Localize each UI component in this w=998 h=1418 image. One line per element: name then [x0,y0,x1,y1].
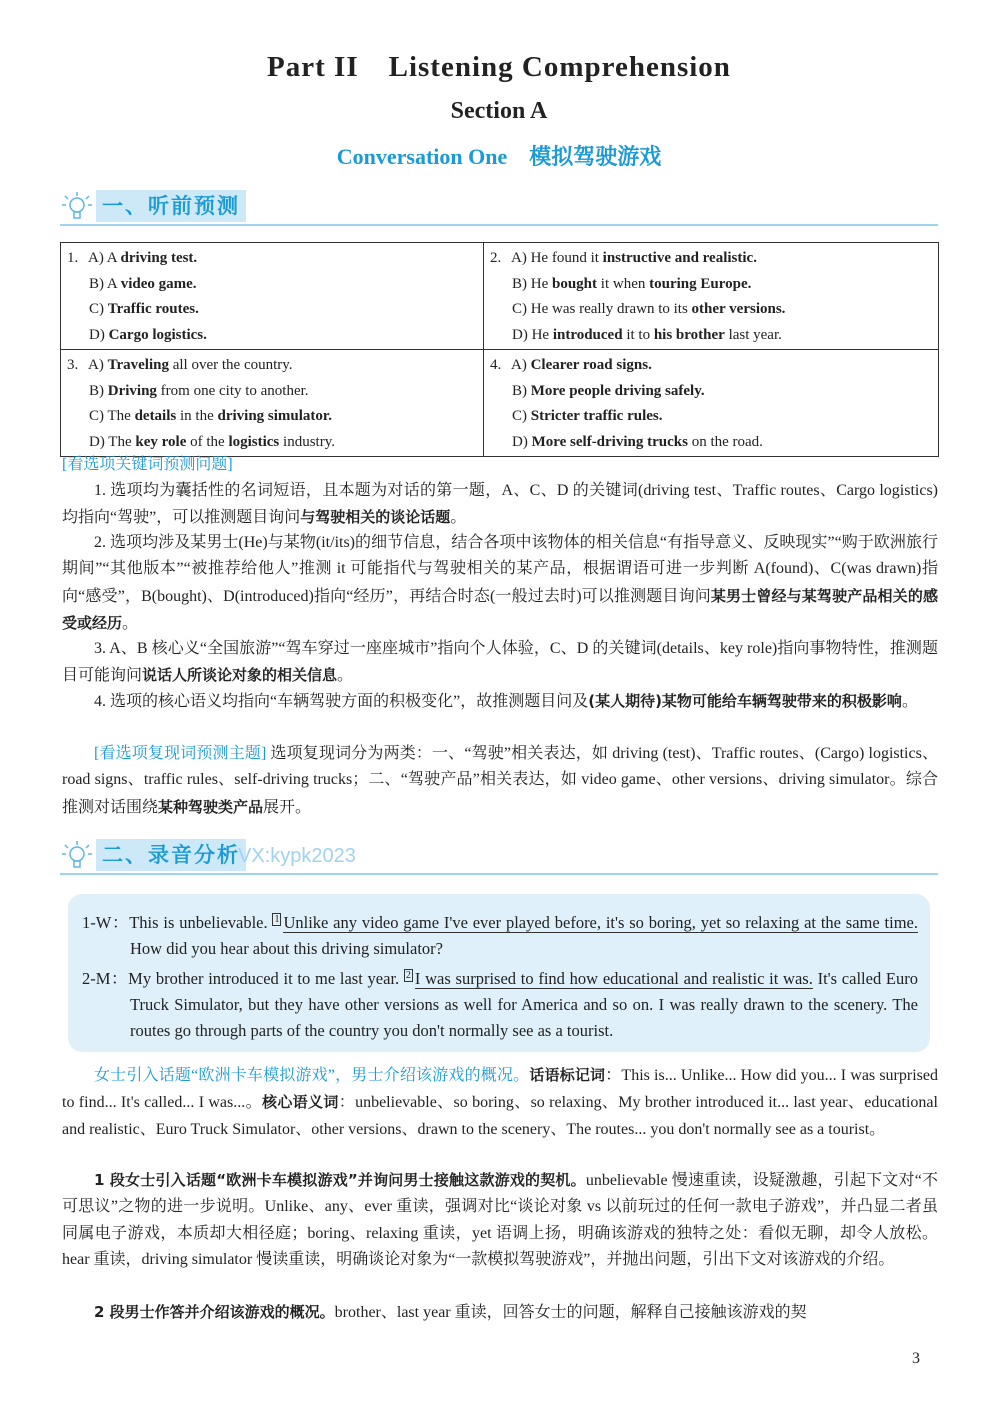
text-run: 2. 选项均涉及某男士(He)与某物(it/its)的细节信息，结合各项中该物体的相关信息“有指导意义、反映现实”“购于欧洲旅行期间”“其他版本”“被推荐给他人”推测 it 可能指代与驾驶相关的某产品，根据谓语可进一步判断 A(found)、C(was drawn)指向“感受”，B(bought)、D(introduced)指向“经历”，再结合时态(一般过去时)可以推测题目询问 [62,534,938,605]
highlight-text: [看选项复现词预测主题] [94,745,267,762]
watermark: VX:kypk2023 [238,845,356,867]
answer-option [67,323,477,349]
bold-text: instructive and realistic. [602,250,757,266]
question-cell [484,243,939,350]
section-heading-label: 二、录音分析 [96,839,246,871]
text-run: in the [176,408,218,424]
question-number: 1. [67,250,82,266]
bold-text: 核心语义词 [261,1093,339,1112]
text-run: from one city to another. [156,382,309,399]
bold-text: driving test. [120,250,198,266]
note-4 [62,688,938,715]
text-run: D) [89,326,109,343]
note-1 [62,478,938,532]
answer-option [67,272,477,298]
answer-option [490,323,932,349]
question-cell [61,350,484,457]
question-cell [61,243,484,350]
text-run: 4. 选项的核心语义均指向“车辆驾驶方面的积极变化”，故推测题目问及 [94,693,589,710]
dialogue-text: How did you hear about this driving simulator? [130,939,443,958]
dialogue-text: My brother introduced it to me last year. [128,969,404,988]
bold-text: logistics [228,433,280,450]
answer-option [67,353,477,379]
bold-text: More self-driving trucks [531,433,688,450]
lightbulb-icon [60,190,94,224]
section-heading-analysis [60,837,938,875]
text-run: C) The [89,408,135,424]
part-title: Part II Listening Comprehension [267,51,731,83]
underlined-key-sentence: Unlike any video game I've ever played before, it's so boring, yet so relaxing at the same time. [283,913,918,932]
question-row [61,350,939,457]
text-run: 1. 选项均为囊括性的名词短语，且本题为对话的第一题，A、C、D 的关键词(driving test、Traffic routes、Cargo logistics)均指向“驾驶”，可以推测题目询问 [62,482,938,527]
answer-option [67,379,477,405]
underlined-key-sentence: I was surprised to find how educational and realistic it was. [414,969,813,988]
bold-text: introduced [552,326,623,343]
text-run: 。 [122,614,139,632]
page-number: 3 [912,1350,920,1367]
note-2 [62,530,938,637]
bold-text: his brother [653,326,725,343]
bold-text: More people driving safely. [530,382,705,399]
text-run: it to [622,326,654,343]
section-heading-prediction [60,188,938,226]
bold-text: Traffic routes. [107,301,199,317]
bold-text: 某男士曾经与某驾驶产品相关的感受或经历 [62,586,938,632]
text-run: D) He [512,326,553,343]
analysis-summary [62,1062,938,1143]
bold-text: Traveling [107,357,169,373]
bold-text: 说话人所谈论对象的相关信息 [142,666,338,685]
text-run: B) He [512,275,552,292]
text-run: D) The [89,433,136,450]
question-options-table [60,242,939,457]
text-run: A) A [88,250,121,266]
bold-text: 某种驾驶类产品 [158,797,264,816]
note-keyword-heading [62,452,938,478]
key-point-marker: 2 [405,970,411,981]
answer-option [490,246,932,272]
text-run: industry. [279,433,335,450]
section-heading-label: 一、听前预测 [96,190,246,222]
dialogue-text: This is unbelievable. [129,913,273,932]
text-run: it when [597,275,650,292]
speaker-label: 1-W： [82,913,130,932]
bold-text: touring Europe. [649,275,752,292]
text-run: B) A [89,275,121,292]
bold-text: bought [552,275,598,292]
analysis-paragraph-1 [62,1167,938,1273]
note-theme [62,741,938,821]
text-run: 。 [901,693,918,710]
text-run: last year. [724,326,782,343]
lightbulb-icon [60,839,94,873]
highlight-text: [看选项关键词预测问题] [62,456,233,473]
dialogue-transcript-box [68,894,930,1052]
key-point-marker: 1 [274,914,280,925]
answer-option [67,297,477,323]
note-3 [62,636,938,690]
text-run: 3. A、B 核心义“全国旅游”“驾车穿过一座座城市”指向个人体验，C、D 的关键词(details、key role)指向事物特性，推测题目可能询问 [62,640,938,685]
text-run: C) He was really drawn to its [512,301,692,317]
text-run: C) [89,301,108,317]
bold-text: 1 段女士引入话题“欧洲卡车模拟游戏”并询问男士接触这款游戏的契机。 [94,1171,586,1189]
bold-text: details [134,408,177,424]
bold-text: 话语标记词 [529,1066,606,1084]
highlight-text: 女士引入话题“欧洲卡车模拟游戏”，男士介绍该游戏的概况。 [94,1067,530,1084]
bold-text: driving simulator. [217,408,332,424]
text-run: on the road. [687,433,763,450]
answer-option [490,272,932,298]
answer-option [490,379,932,405]
question-number: 2. [490,250,505,266]
question-number: 4. [490,357,505,373]
text-run: of the [186,433,229,450]
dialogue-text: It's called Euro Truck Simulator, but they have other versions as well for America and so on. I was really drawn to the scenery. The routes go through parts of the country you don't normally see as a tourist. [130,969,919,1040]
analysis-paragraph-2 [62,1299,938,1326]
text-run: 选项复现词分为两类：一、“驾驶”相关表达，如 driving (test)、Traffic routes、(Cargo) logistics、road signs、traffic rules、self-driving trucks；二、“驾驶产品”相关表达，如 video game、other versions、driving simulator。综合推测对话围绕 [62,745,938,816]
bold-text: (某人期待)某物可能给车辆驾驶带来的积极影响 [588,692,902,710]
text-run: ：unbelievable、so boring、so relaxing、My brother introduced it... last year、educational and realistic、Euro Truck Simulator、other versions、drawn to the scenery、The routes... you don't normally see as a tourist。 [62,1094,938,1138]
text-run: brother、last year 重读，回答女士的问题，解释自己接触该游戏的契 [334,1304,807,1321]
text-run: D) [512,433,532,450]
conversation-title: Conversation One 模拟驾驶游戏 [336,144,662,169]
text-run: B) [89,382,108,399]
text-run: C) [512,408,531,424]
answer-option [490,297,932,323]
bold-text: key role [135,433,187,450]
question-row [61,243,939,350]
bold-text: video game. [120,275,197,292]
text-run: unbelievable 慢速重读，设疑激趣，引起下文对“不可思议”之物的进一步说明。Unlike、any、ever 重读，强调对比“谈论对象 vs 以前玩过的任何一款电子游戏”，并凸显二者虽同属电子游戏，本质却大相径庭；boring、relaxing 重读，yet 语调上扬，明确该游戏的独特之处：看似无聊，却令人放松。hear 重读，driving simulator 慢读重读，明确谈论对象为“一款模拟驾驶游戏”，并抛出问题，引出下文对该游戏的介绍。 [62,1172,938,1268]
text-run: A) [88,357,108,373]
answer-option [490,353,932,379]
speaker-label: 2-M： [82,969,129,988]
bold-text: Clearer road signs. [530,357,652,373]
answer-option [67,246,477,272]
text-run: A) He found it [511,250,603,266]
text-run: B) [512,382,531,399]
answer-option [490,404,932,430]
text-run: 。 [450,509,467,527]
text-run: 展开。 [263,798,312,816]
dialogue-line-1 [82,907,918,962]
text-run: A) [511,357,531,373]
bold-text: Cargo logistics. [108,326,207,343]
text-run: 。 [337,667,354,685]
bold-text: Driving [107,382,157,399]
section-title: Section A [450,98,548,124]
bold-text: 与驾驶相关的谈论话题 [300,508,451,527]
question-cell [484,350,939,457]
bold-text: 2 段男士作答并介绍该游戏的概况。 [94,1303,335,1321]
answer-option [67,404,477,430]
bold-text: other versions. [691,301,786,317]
text-run: ：This is... Unlike... How did you... I was surprised to find... It's called... I was...。 [62,1067,938,1112]
text-run: all over the country. [168,357,293,373]
bold-text: Stricter traffic rules. [530,408,663,424]
dialogue-line-2 [82,963,918,1044]
question-number: 3. [67,357,82,373]
